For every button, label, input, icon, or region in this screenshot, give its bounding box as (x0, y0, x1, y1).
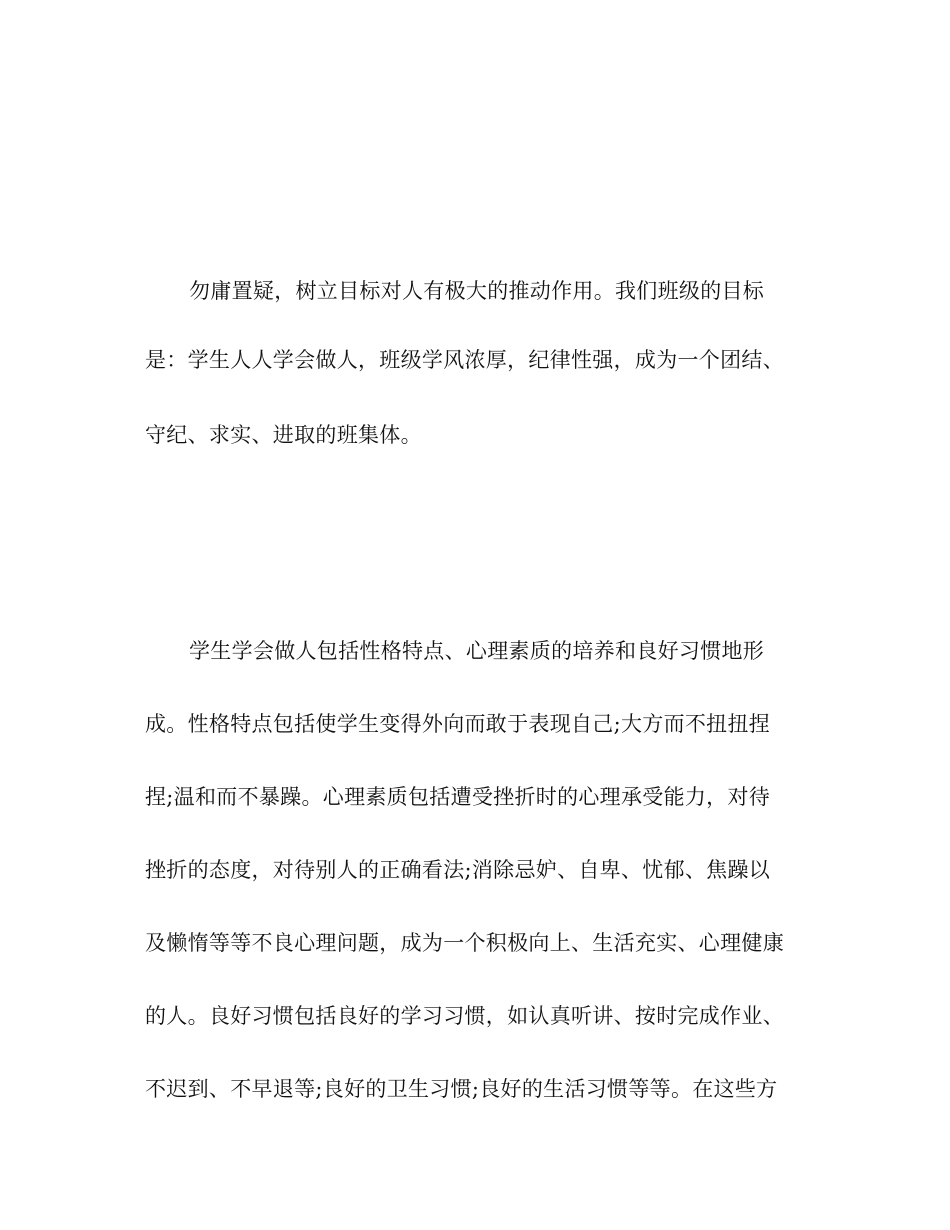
paragraph-line: 不迟到、不早退等;良好的卫生习惯;良好的生活习惯等等。在这些方 (145, 1077, 778, 1101)
paragraph-line: 守纪、求实、进取的班集体。 (145, 423, 422, 447)
paragraph-line: 挫折的态度，对待别人的正确看法;消除忌妒、自卑、忧郁、焦躁以 (145, 858, 771, 882)
paragraph-line: 成。性格特点包括使学生变得外向而敢于表现自己;大方而不扭扭捏 (145, 712, 771, 736)
paragraph-line: 勿庸置疑，树立目标对人有极大的推动作用。我们班级的目标 (189, 279, 765, 303)
paragraph-line: 是：学生人人学会做人，班级学风浓厚，纪律性强，成为一个团结、 (145, 348, 784, 372)
paragraph-line: 及懒惰等等不良心理问题，成为一个积极向上、生活充实、心理健康 (145, 931, 784, 955)
paragraph-line: 学生学会做人包括性格特点、心理素质的培养和良好习惯地形 (189, 639, 765, 663)
paragraph-line: 的人。良好习惯包括良好的学习习惯，如认真听讲、按时完成作业、 (145, 1004, 784, 1028)
paragraph-line: 捏;温和而不暴躁。心理素质包括遭受挫折时的心理承受能力，对待 (145, 785, 771, 809)
